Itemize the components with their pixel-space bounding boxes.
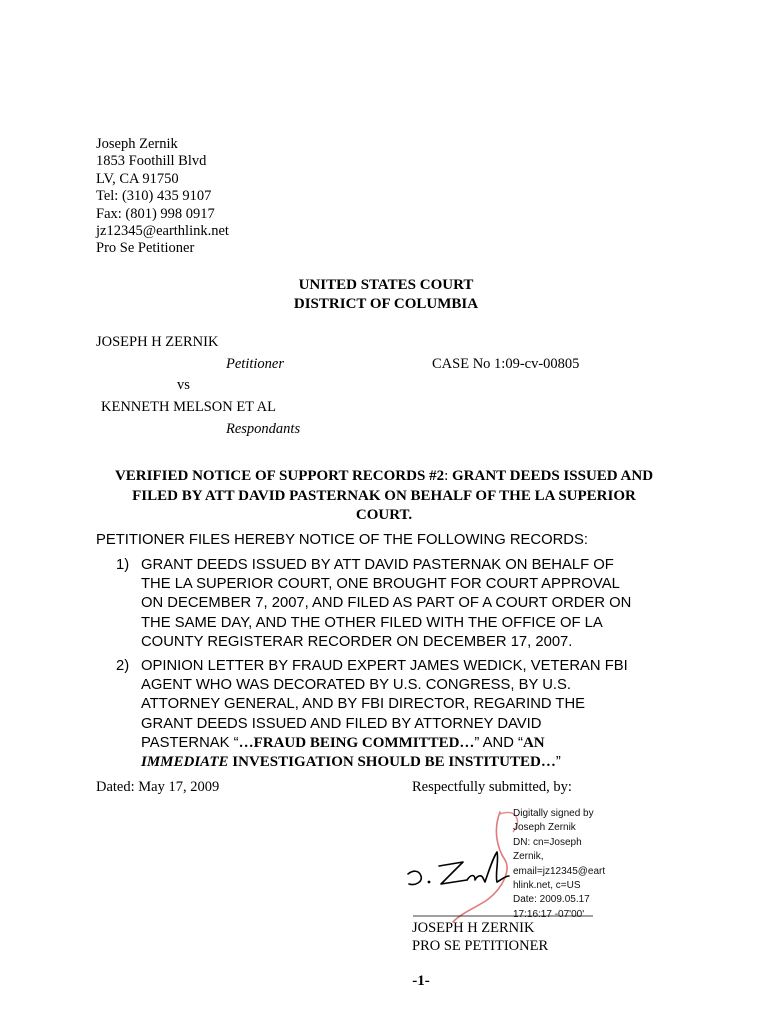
sender-address-block bbox=[96, 136, 229, 258]
sender-role: Pro Se Petitioner bbox=[96, 240, 195, 257]
digital-signature-line: 17:16:17 -07'00' bbox=[513, 908, 585, 920]
respectfully-submitted: Respectfully submitted, by: bbox=[412, 779, 572, 795]
sender-street: 1853 Foothill Blvd bbox=[96, 153, 207, 170]
quote-close: ” bbox=[555, 753, 561, 770]
date-line: Dated: May 17, 2009 bbox=[96, 779, 220, 795]
list-item-line: GRANT DEEDS ISSUED AND FILED BY ATTORNEY DAVID bbox=[141, 715, 542, 732]
digital-signature-line: DN: cn=Joseph bbox=[513, 836, 582, 848]
quote-and: ” AND “ bbox=[474, 734, 523, 751]
digital-signature-line: Zernik, bbox=[513, 851, 544, 863]
list-item-line: ON DECEMBER 7, 2007, AND FILED AS PART OF A COURT ORDER ON bbox=[141, 595, 632, 612]
notice-title-main: VERIFIED NOTICE OF SUPPORT RECORDS #2 bbox=[114, 468, 445, 484]
digital-signature-info bbox=[513, 807, 605, 922]
quote-an: AN bbox=[522, 734, 545, 751]
case-number: CASE No 1:09-cv-00805 bbox=[432, 356, 580, 372]
intro-paragraph: PETITIONER FILES HEREBY NOTICE OF THE FOLLOWING RECORDS: bbox=[96, 532, 588, 548]
sender-fax: Fax: (801) 998 0917 bbox=[96, 205, 215, 222]
sender-name: Joseph Zernik bbox=[96, 136, 178, 152]
sender-city: LV, CA 91750 bbox=[96, 170, 179, 187]
page-number: -1- bbox=[412, 973, 430, 989]
list-item-line: GRANT DEEDS ISSUED BY ATT DAVID PASTERNAK ON BEHALF OF bbox=[141, 557, 614, 573]
list-item-number: 1) bbox=[116, 557, 130, 573]
digital-signature-line: Joseph Zernik bbox=[513, 822, 576, 834]
list-item-line bbox=[141, 753, 671, 772]
quote-immediate: IMMEDIATE bbox=[141, 753, 229, 770]
notice-title-separator: : bbox=[444, 468, 452, 484]
quote-fraud: …FRAUD BEING COMMITTED… bbox=[238, 734, 475, 751]
list-item-text bbox=[141, 556, 671, 652]
quote-investigation: INVESTIGATION SHOULD BE INSTITUTED… bbox=[228, 753, 556, 770]
respondent-role: Respondants bbox=[226, 421, 301, 437]
list-item-line: AGENT WHO WAS DECORATED BY U.S. CONGRESS, BY U.S. bbox=[141, 677, 572, 694]
court-district: DISTRICT OF COLUMBIA bbox=[293, 296, 479, 312]
sender-email: jz12345@earthlink.net bbox=[96, 222, 229, 239]
respondent-name: KENNETH MELSON ET AL bbox=[101, 399, 276, 415]
digital-signature-line: email=jz12345@eart bbox=[513, 865, 606, 877]
court-name: UNITED STATES COURT bbox=[298, 277, 474, 293]
quote-open: PASTERNAK “ bbox=[141, 734, 239, 751]
list-item-text bbox=[141, 657, 671, 772]
notice-title-subject: GRANT DEEDS ISSUED AND FILED BY ATT DAVID PASTERNAK ON BEHALF OF THE LA SUPERIOR COURT. bbox=[132, 468, 654, 523]
signer-title: PRO SE PETITIONER bbox=[412, 938, 549, 954]
digital-signature-line: Date: 2009.05.17 bbox=[513, 894, 590, 906]
list-item-line bbox=[141, 734, 671, 753]
list-item-number: 2) bbox=[116, 658, 130, 674]
petitioner-name: JOSEPH H ZERNIK bbox=[96, 334, 219, 350]
list-item-line: COUNTY REGISTERAR RECORDER ON DECEMBER 17, 2007. bbox=[141, 633, 573, 650]
list-item-line: THE SAME DAY, AND THE OTHER FILED WITH THE OFFICE OF LA bbox=[141, 614, 603, 631]
digital-signature-line: hlink.net, c=US bbox=[513, 879, 581, 891]
versus-label: vs bbox=[177, 377, 190, 393]
list-item-line: OPINION LETTER BY FRAUD EXPERT JAMES WEDICK, VETERAN FBI bbox=[141, 658, 628, 674]
list-item-line: ATTORNEY GENERAL, AND BY FBI DIRECTOR, REGARIND THE bbox=[141, 696, 585, 713]
digital-signature-line: Digitally signed by bbox=[513, 808, 594, 819]
petitioner-role: Petitioner bbox=[226, 356, 284, 372]
list-item-line: THE LA SUPERIOR COURT, ONE BROUGHT FOR COURT APPROVAL bbox=[141, 576, 620, 593]
sender-tel: Tel: (310) 435 9107 bbox=[96, 188, 212, 205]
signer-name: JOSEPH H ZERNIK bbox=[412, 920, 535, 936]
notice-title bbox=[104, 467, 664, 526]
